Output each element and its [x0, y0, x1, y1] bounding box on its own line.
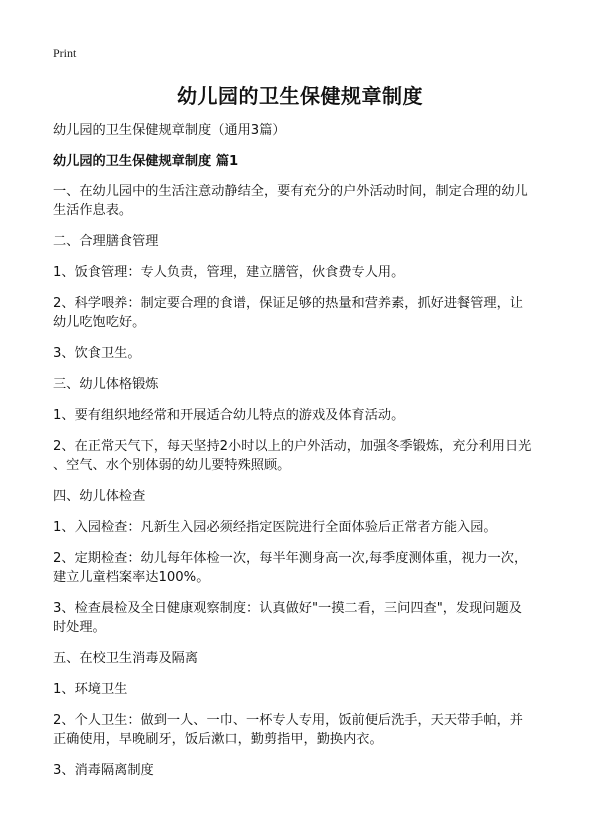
paragraph-line: 1、环境卫生 [53, 682, 128, 697]
paragraph-line: 一、在幼儿园中的生活注意动静结全，要有充分的户外活动时间，制定合理的幼儿 [53, 184, 528, 199]
paragraph-line: 2、定期检查：幼儿每年体检一次，每半年测身高一次,每季度测体重，视力一次， [53, 551, 528, 566]
print-link[interactable]: Print [53, 46, 77, 60]
paragraph-line: 2、在正常天气下，每天坚持2小时以上的户外活动，加强冬季锻炼，充分利用日光 [53, 439, 532, 454]
paragraph-line: 建立儿童档案率达100%。 [53, 570, 210, 585]
document-title: 幼儿园的卫生保健规章制度 [177, 84, 423, 108]
paragraph-heading: 五、在校卫生消毒及隔离 [53, 651, 199, 666]
document-subtitle: 幼儿园的卫生保健规章制度（通用3篇） [53, 123, 286, 138]
paragraph-line: 幼儿吃饱吃好。 [53, 315, 146, 330]
paragraph-line: 3、饮食卫生。 [53, 346, 141, 361]
paragraph-heading: 3、消毒隔离制度 [53, 763, 154, 778]
paragraph-line: 3、检查晨检及全日健康观察制度：认真做好"一摸二看，三问四查"，发现问题及 [53, 601, 522, 616]
paragraph-line: 、空气、水个别体弱的幼儿要特殊照顾。 [53, 458, 291, 473]
paragraph-line: 2、科学喂养：制定要合理的食谱，保证足够的热量和营养素，抓好进餐管理，让 [53, 296, 523, 311]
section-heading: 幼儿园的卫生保健规章制度 篇1 [53, 154, 239, 169]
paragraph-line: 1、饭食管理：专人负责，管理，建立膳管，伙食费专人用。 [53, 265, 405, 280]
paragraph-line: 时处理。 [53, 620, 106, 635]
paragraph-heading: 三、幼儿体格锻炼 [53, 377, 159, 392]
paragraph-heading: 二、合理膳食管理 [53, 234, 159, 249]
paragraph-line: 1、入园检查：凡新生入园必须经指定医院进行全面体验后正常者方能入园。 [53, 520, 497, 535]
paragraph-line: 1、要有组织地经常和开展适合幼儿特点的游戏及体育活动。 [53, 408, 405, 423]
paragraph-line: 正确使用，早晚刷牙，饭后漱口，勤剪指甲，勤换内衣。 [53, 732, 383, 747]
paragraph-heading: 四、幼儿体检查 [53, 489, 146, 504]
paragraph-line: 2、个人卫生：做到一人、一巾、一杯专人专用，饭前便后洗手，天天带手帕，并 [53, 713, 523, 728]
paragraph-line: 生活作息表。 [53, 203, 133, 218]
